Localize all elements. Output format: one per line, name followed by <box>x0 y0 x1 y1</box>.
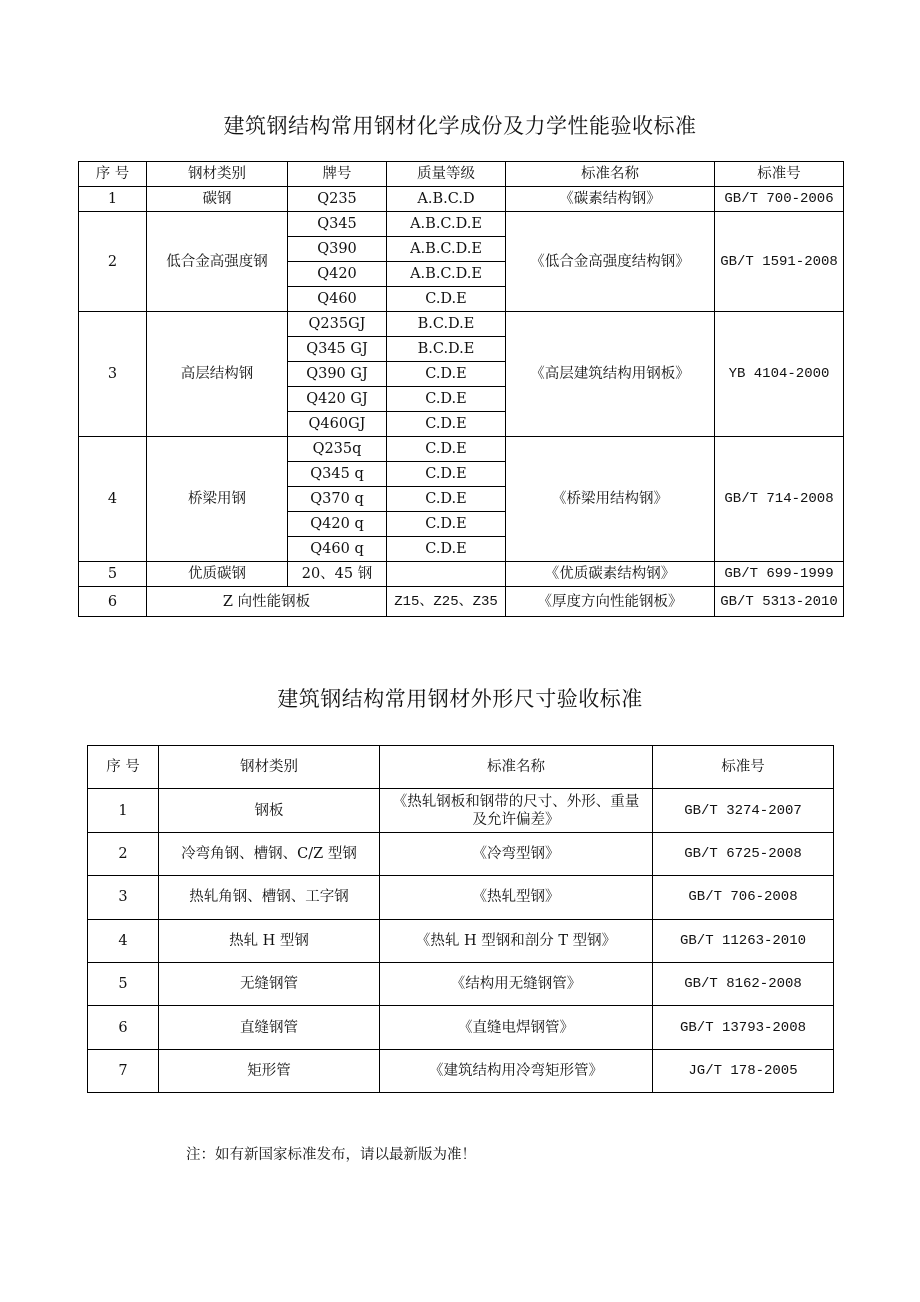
header-cell: 标准号 <box>715 162 844 187</box>
header-cell: 序 号 <box>88 746 159 789</box>
steel-category: 热轧 H 型钢 <box>159 919 380 962</box>
table1-header-row <box>79 162 844 187</box>
table-row <box>88 962 834 1005</box>
steel-grade: Q420 <box>288 262 387 287</box>
header-cell: 标准号 <box>653 746 834 789</box>
steel-category: 低合金高强度钢 <box>147 212 288 312</box>
steel-grade: Q345 <box>288 212 387 237</box>
standard-number: GB/T 700-2006 <box>715 187 844 212</box>
quality-grade: C.D.E <box>387 512 506 537</box>
standard-number: JG/T 178-2005 <box>653 1049 834 1092</box>
table-row <box>79 437 844 462</box>
table-row <box>79 312 844 337</box>
steel-category: 直缝钢管 <box>159 1006 380 1049</box>
quality-grade: C.D.E <box>387 437 506 462</box>
standard-name: 《厚度方向性能钢板》 <box>506 587 715 617</box>
steel-category: 桥梁用钢 <box>147 437 288 562</box>
table-row <box>88 832 834 875</box>
standard-number: GB/T 706-2008 <box>653 876 834 919</box>
standard-name: 《碳素结构钢》 <box>506 187 715 212</box>
standard-name: 《热轧钢板和钢带的尺寸、外形、重量及允许偏差》 <box>380 789 653 832</box>
steel-grade: Q420 q <box>288 512 387 537</box>
steel-grade: Q345 q <box>288 462 387 487</box>
standard-name: 《建筑结构用冷弯矩形管》 <box>380 1049 653 1092</box>
table-row <box>79 187 844 212</box>
standard-name: 《桥梁用结构钢》 <box>506 437 715 562</box>
steel-category: 碳钢 <box>147 187 288 212</box>
row-number: 3 <box>88 876 159 919</box>
header-cell: 序 号 <box>79 162 147 187</box>
quality-grade: A.B.C.D.E <box>387 212 506 237</box>
standard-number: YB 4104-2000 <box>715 312 844 437</box>
chemical-mechanical-standards-table <box>78 161 844 617</box>
table-row <box>88 876 834 919</box>
steel-grade: Q235q <box>288 437 387 462</box>
quality-grade: C.D.E <box>387 487 506 512</box>
table-row <box>88 789 834 832</box>
quality-grade: C.D.E <box>387 412 506 437</box>
table-row <box>88 1006 834 1049</box>
steel-category: 优质碳钢 <box>147 562 288 587</box>
standard-name: 《直缝电焊钢管》 <box>380 1006 653 1049</box>
standard-name: 《高层建筑结构用钢板》 <box>506 312 715 437</box>
row-number: 6 <box>79 587 147 617</box>
steel-grade: Q370 q <box>288 487 387 512</box>
steel-category: 热轧角钢、槽钢、工字钢 <box>159 876 380 919</box>
steel-grade: Q420 GJ <box>288 387 387 412</box>
standard-name: 《冷弯型钢》 <box>380 832 653 875</box>
row-number: 4 <box>79 437 147 562</box>
quality-grade: C.D.E <box>387 287 506 312</box>
quality-grade: A.B.C.D.E <box>387 237 506 262</box>
table2-header-row <box>88 746 834 789</box>
steel-grade: Q390 <box>288 237 387 262</box>
row-number: 1 <box>88 789 159 832</box>
steel-category: 矩形管 <box>159 1049 380 1092</box>
quality-grade: Z15、Z25、Z35 <box>387 587 506 617</box>
quality-grade: C.D.E <box>387 387 506 412</box>
standard-number: GB/T 714-2008 <box>715 437 844 562</box>
steel-grade: Q460GJ <box>288 412 387 437</box>
table1-title: 建筑钢结构常用钢材化学成份及力学性能验收标准 <box>223 114 697 138</box>
table-row <box>88 1049 834 1092</box>
quality-grade: C.D.E <box>387 362 506 387</box>
steel-grade: Q345 GJ <box>288 337 387 362</box>
footnote: 注：如有新国家标准发布，请以最新版为准！ <box>186 1147 476 1163</box>
table2-title: 建筑钢结构常用钢材外形尺寸验收标准 <box>277 687 643 711</box>
steel-category: Z 向性能钢板 <box>147 587 387 617</box>
header-cell: 标准名称 <box>380 746 653 789</box>
row-number: 7 <box>88 1049 159 1092</box>
row-number: 1 <box>79 187 147 212</box>
quality-grade: A.B.C.D.E <box>387 262 506 287</box>
row-number: 4 <box>88 919 159 962</box>
steel-category: 高层结构钢 <box>147 312 288 437</box>
standard-number: GB/T 11263-2010 <box>653 919 834 962</box>
quality-grade: A.B.C.D <box>387 187 506 212</box>
row-number: 5 <box>88 962 159 1005</box>
standard-number: GB/T 699-1999 <box>715 562 844 587</box>
row-number: 2 <box>79 212 147 312</box>
steel-category: 钢板 <box>159 789 380 832</box>
standard-number: GB/T 6725-2008 <box>653 832 834 875</box>
standard-number: GB/T 8162-2008 <box>653 962 834 1005</box>
dimension-standards-table <box>87 745 834 1093</box>
standard-name: 《结构用无缝钢管》 <box>380 962 653 1005</box>
steel-category: 无缝钢管 <box>159 962 380 1005</box>
standard-number: GB/T 1591-2008 <box>715 212 844 312</box>
standard-number: GB/T 5313-2010 <box>715 587 844 617</box>
quality-grade: C.D.E <box>387 537 506 562</box>
quality-grade: C.D.E <box>387 462 506 487</box>
header-cell: 钢材类别 <box>147 162 288 187</box>
standard-number: GB/T 3274-2007 <box>653 789 834 832</box>
table-row <box>79 587 844 617</box>
standard-number: GB/T 13793-2008 <box>653 1006 834 1049</box>
header-cell: 质量等级 <box>387 162 506 187</box>
standard-name: 《热轧型钢》 <box>380 876 653 919</box>
row-number: 6 <box>88 1006 159 1049</box>
steel-grade: 20、45 钢 <box>288 562 387 587</box>
row-number: 3 <box>79 312 147 437</box>
steel-grade: Q390 GJ <box>288 362 387 387</box>
header-cell: 标准名称 <box>506 162 715 187</box>
steel-category: 冷弯角钢、槽钢、C/Z 型钢 <box>159 832 380 875</box>
steel-grade: Q460 q <box>288 537 387 562</box>
table-row <box>79 212 844 237</box>
steel-grade: Q460 <box>288 287 387 312</box>
quality-grade <box>387 562 506 587</box>
row-number: 5 <box>79 562 147 587</box>
steel-grade: Q235 <box>288 187 387 212</box>
quality-grade: B.C.D.E <box>387 312 506 337</box>
table-row <box>79 562 844 587</box>
row-number: 2 <box>88 832 159 875</box>
header-cell: 牌号 <box>288 162 387 187</box>
standard-name: 《热轧 H 型钢和剖分 T 型钢》 <box>380 919 653 962</box>
table-row <box>88 919 834 962</box>
standard-name: 《低合金高强度结构钢》 <box>506 212 715 312</box>
header-cell: 钢材类别 <box>159 746 380 789</box>
standard-name: 《优质碳素结构钢》 <box>506 562 715 587</box>
quality-grade: B.C.D.E <box>387 337 506 362</box>
steel-grade: Q235GJ <box>288 312 387 337</box>
